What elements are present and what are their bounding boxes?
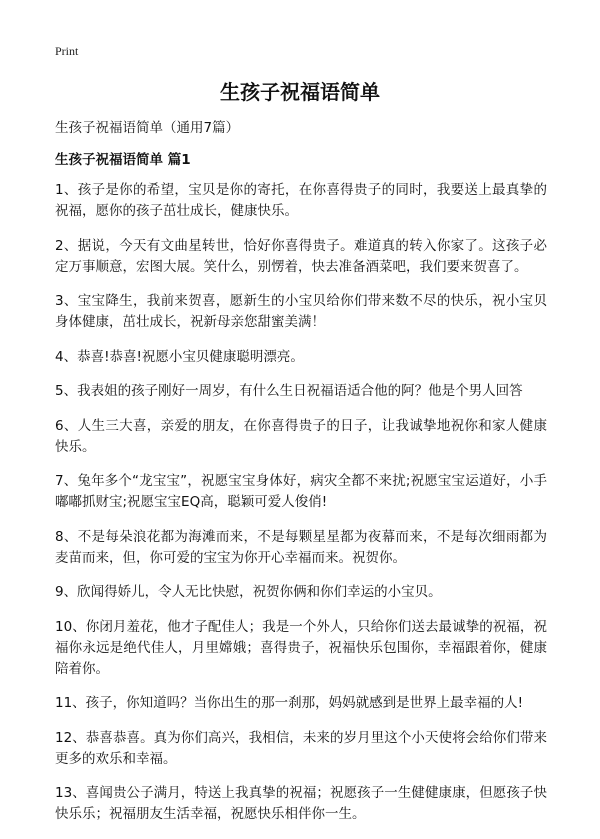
blessing-item-2: 2、据说，今天有文曲星转世，恰好你喜得贵子。难道真的转入你家了。这孩子必定万事顺意，宏图大展。笑什么，别愣着，快去准备酒菜吧，我们要来贺喜了。 (55, 237, 547, 275)
blessing-item-8: 8、不是每朵浪花都为海滩而来，不是每颗星星都为夜幕而来，不是每次细雨都为麦苗而来，但，你可爱的宝宝为你开心幸福而来。祝贺你。 (55, 528, 547, 566)
section-heading: 生孩子祝福语简单 篇1 (55, 152, 191, 168)
blessing-item-9: 9、欣闻得娇儿，令人无比快慰，祝贺你俩和你们幸运的小宝贝。 (55, 584, 442, 600)
blessing-item-1: 1、孩子是你的希望，宝贝是你的寄托，在你喜得贵子的同时，我要送上最真挚的祝福，愿你的孩子茁壮成长，健康快乐。 (55, 182, 547, 219)
blessing-item-10: 10、你闭月羞花，他才子配佳人；我是一个外人，只给你们送去最诚挚的祝福，祝福你永远是绝代佳人，月里嫦娥；喜得贵子，祝福快乐包围你，幸福跟着你，健康陪着你。 (55, 618, 547, 677)
blessing-item-11: 11、孩子，你知道吗？当你出生的那一刹那，妈妈就感到是世界上最幸福的人! (55, 695, 524, 711)
blessing-item-7: 7、兔年多个“龙宝宝”，祝愿宝宝身体好，病灾全都不来扰;祝愿宝宝运道好，小手嘟嘟抓财宝;祝愿宝宝EQ高，聪颖可爱人俊俏! (55, 473, 547, 510)
blessing-item-13: 13、喜闻贵公子满月，特送上我真挚的祝福；祝愿孩子一生健健康康，但愿孩子快快乐乐；祝福朋友生活幸福，祝愿快乐相伴你一生。 (55, 785, 547, 822)
page-title: 生孩子祝福语简单 (220, 80, 380, 104)
print-link[interactable]: Print (55, 44, 79, 58)
document-subtitle: 生孩子祝福语简单（通用7篇） (55, 120, 240, 136)
blessing-item-3: 3、宝宝降生，我前来贺喜，愿新生的小宝贝给你们带来数不尽的快乐，祝小宝贝身体健康，茁壮成长，祝新母亲您甜蜜美满！ (55, 293, 547, 330)
blessing-list (55, 180, 547, 839)
blessing-item-4: 4、恭喜!恭喜!祝愿小宝贝健康聪明漂亮。 (55, 348, 304, 365)
blessing-item-5: 5、我表姐的孩子刚好一周岁，有什么生日祝福语适合他的阿？他是个男人回答 (55, 383, 523, 399)
blessing-item-6: 6、人生三大喜，亲爱的朋友，在你喜得贵子的日子，让我诚挚地祝你和家人健康快乐。 (55, 417, 547, 455)
blessing-item-12: 12、恭喜恭喜。真为你们高兴，我相信，未来的岁月里这个小天使将会给你们带来更多的欢乐和幸福。 (55, 729, 547, 767)
